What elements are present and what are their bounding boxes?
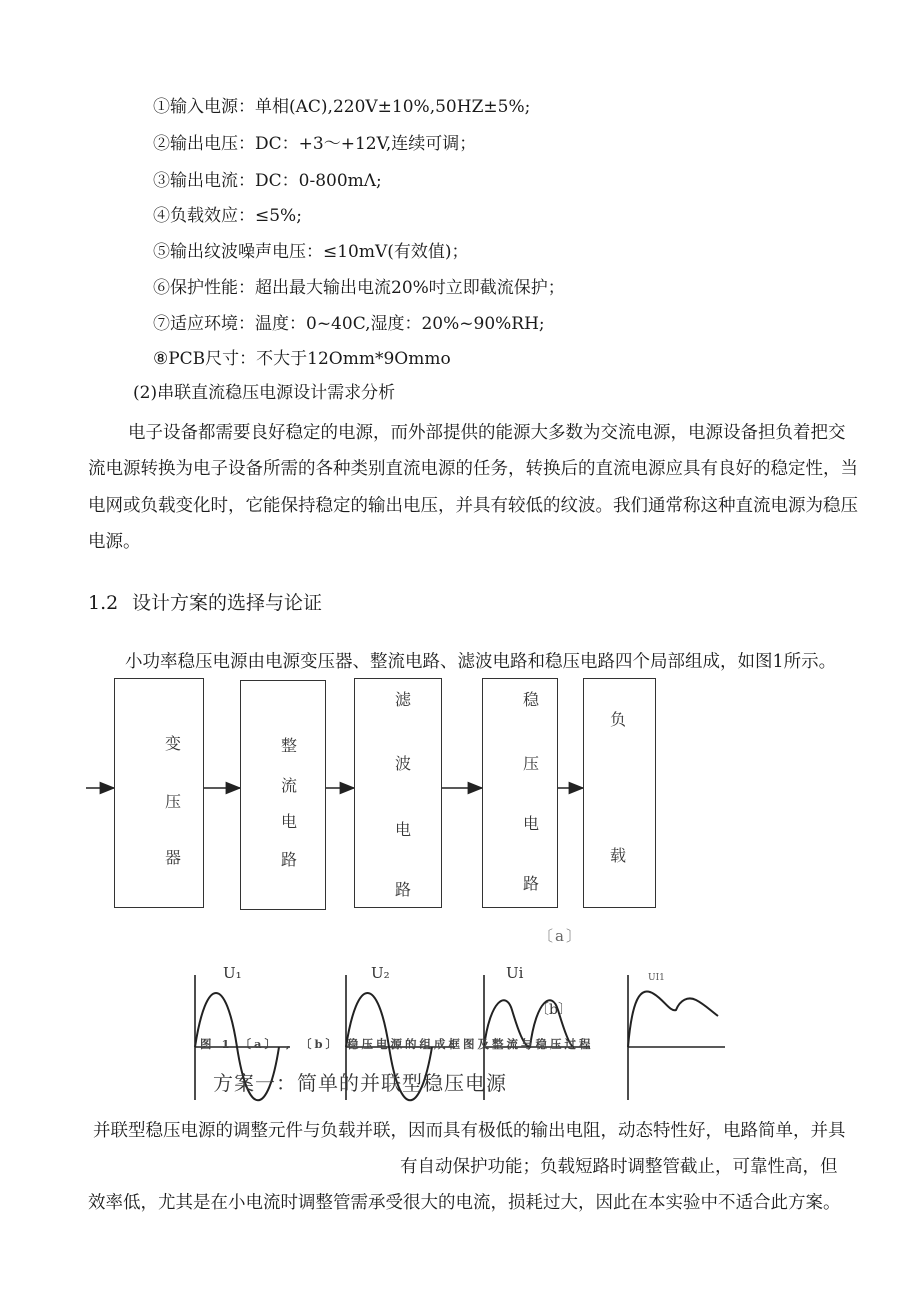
caption-a: 〔a〕 xyxy=(538,927,583,945)
block-char: 路 xyxy=(395,880,412,899)
spec-pcb-size: ⑧PCB尺寸：不大于12Omm*9Ommo xyxy=(153,349,451,369)
paragraph-line: 并联型稳压电源的调整元件与负载并联，因而具有极低的输出电阻，动态特性好，电路简单，并具 xyxy=(93,1121,846,1141)
block-char: 电 xyxy=(395,820,412,839)
spec-output-voltage: ②输出电压：DC：+3～+12V,连续可调； xyxy=(153,134,477,154)
block-char: 稳 xyxy=(523,690,540,709)
block-char: 滤 xyxy=(395,690,412,709)
wave-label: UI1 xyxy=(648,973,665,983)
block-char: 电 xyxy=(523,814,540,833)
wave-label: U₁ xyxy=(223,964,242,982)
block-char: 器 xyxy=(165,848,182,867)
block-char: 流 xyxy=(281,776,298,795)
paragraph-line: 电源。 xyxy=(88,532,141,552)
wave-label: Ui xyxy=(506,964,524,982)
block-char: 电 xyxy=(281,812,298,831)
ui1-filtered-wave xyxy=(628,992,718,1047)
spec-ripple-noise: ⑤输出纹波噪声电压：≤10mV(有效值)； xyxy=(153,242,469,262)
figure-caption: 图 1 〔a〕 , 〔b〕 稳压电源的组成框图及整流与稳压过程 xyxy=(200,1037,594,1051)
spec-environment: ⑦适应环境：温度：0~40C,湿度：20%~90%RH; xyxy=(153,314,545,334)
block-char: 负 xyxy=(610,710,627,729)
block-char: 变 xyxy=(165,734,182,753)
block-char: 路 xyxy=(523,874,540,893)
paragraph-line: 有自动保护功能；负载短路时调整管截止，可靠性高，但 xyxy=(400,1157,838,1177)
intro-paragraph: 小功率稳压电源由电源变压器、整流电路、滤波电路和稳压电路四个局部组成，如图1所示。 xyxy=(125,652,837,672)
block-char: 整 xyxy=(281,736,298,755)
subheading: (2)串联直流稳压电源设计需求分析 xyxy=(133,383,396,403)
spec-input-power: ①输入电源：单相(AC),220V±10%,50HZ±5%; xyxy=(153,97,531,117)
spec-load-effect: ④负载效应：≤5%; xyxy=(153,206,302,226)
paragraph-line: 电网或负载变化时，它能保持稳定的输出电压，并具有较低的纹波。我们通常称这种直流电源为稳压 xyxy=(88,496,858,516)
block-char: 路 xyxy=(281,850,298,869)
section-title: 设计方案的选择与论证 xyxy=(132,592,323,614)
paragraph-line: 效率低，尤其是在小电流时调整管需承受很大的电流，损耗过大，因此在本实验中不适合此方案。 xyxy=(88,1193,841,1213)
paragraph-line: 流电源转换为电子设备所需的各种类别直流电源的任务，转换后的直流电源应具有良好的稳定性，当 xyxy=(88,459,858,479)
section-number: 1.2 xyxy=(88,592,119,614)
wave-label-b: 〔b〕 xyxy=(535,1002,572,1018)
block-char: 波 xyxy=(395,754,412,773)
spec-protection: ⑥保护性能：超出最大输出电流20%吋立即截流保护； xyxy=(153,278,565,298)
wave-label: U₂ xyxy=(371,964,390,982)
spec-output-current: ③输出电流：DC：0-800mΛ; xyxy=(153,171,382,191)
block-char: 压 xyxy=(523,754,540,773)
block-char: 载 xyxy=(610,846,627,865)
block-char: 压 xyxy=(165,792,182,811)
paragraph-line: 电子设备都需要良好稳定的电源，而外部提供的能源大多数为交流电源，电源设备担负着把交 xyxy=(128,423,846,443)
scheme-title: 方案一：简单的并联型稳压电源 xyxy=(213,1071,507,1095)
